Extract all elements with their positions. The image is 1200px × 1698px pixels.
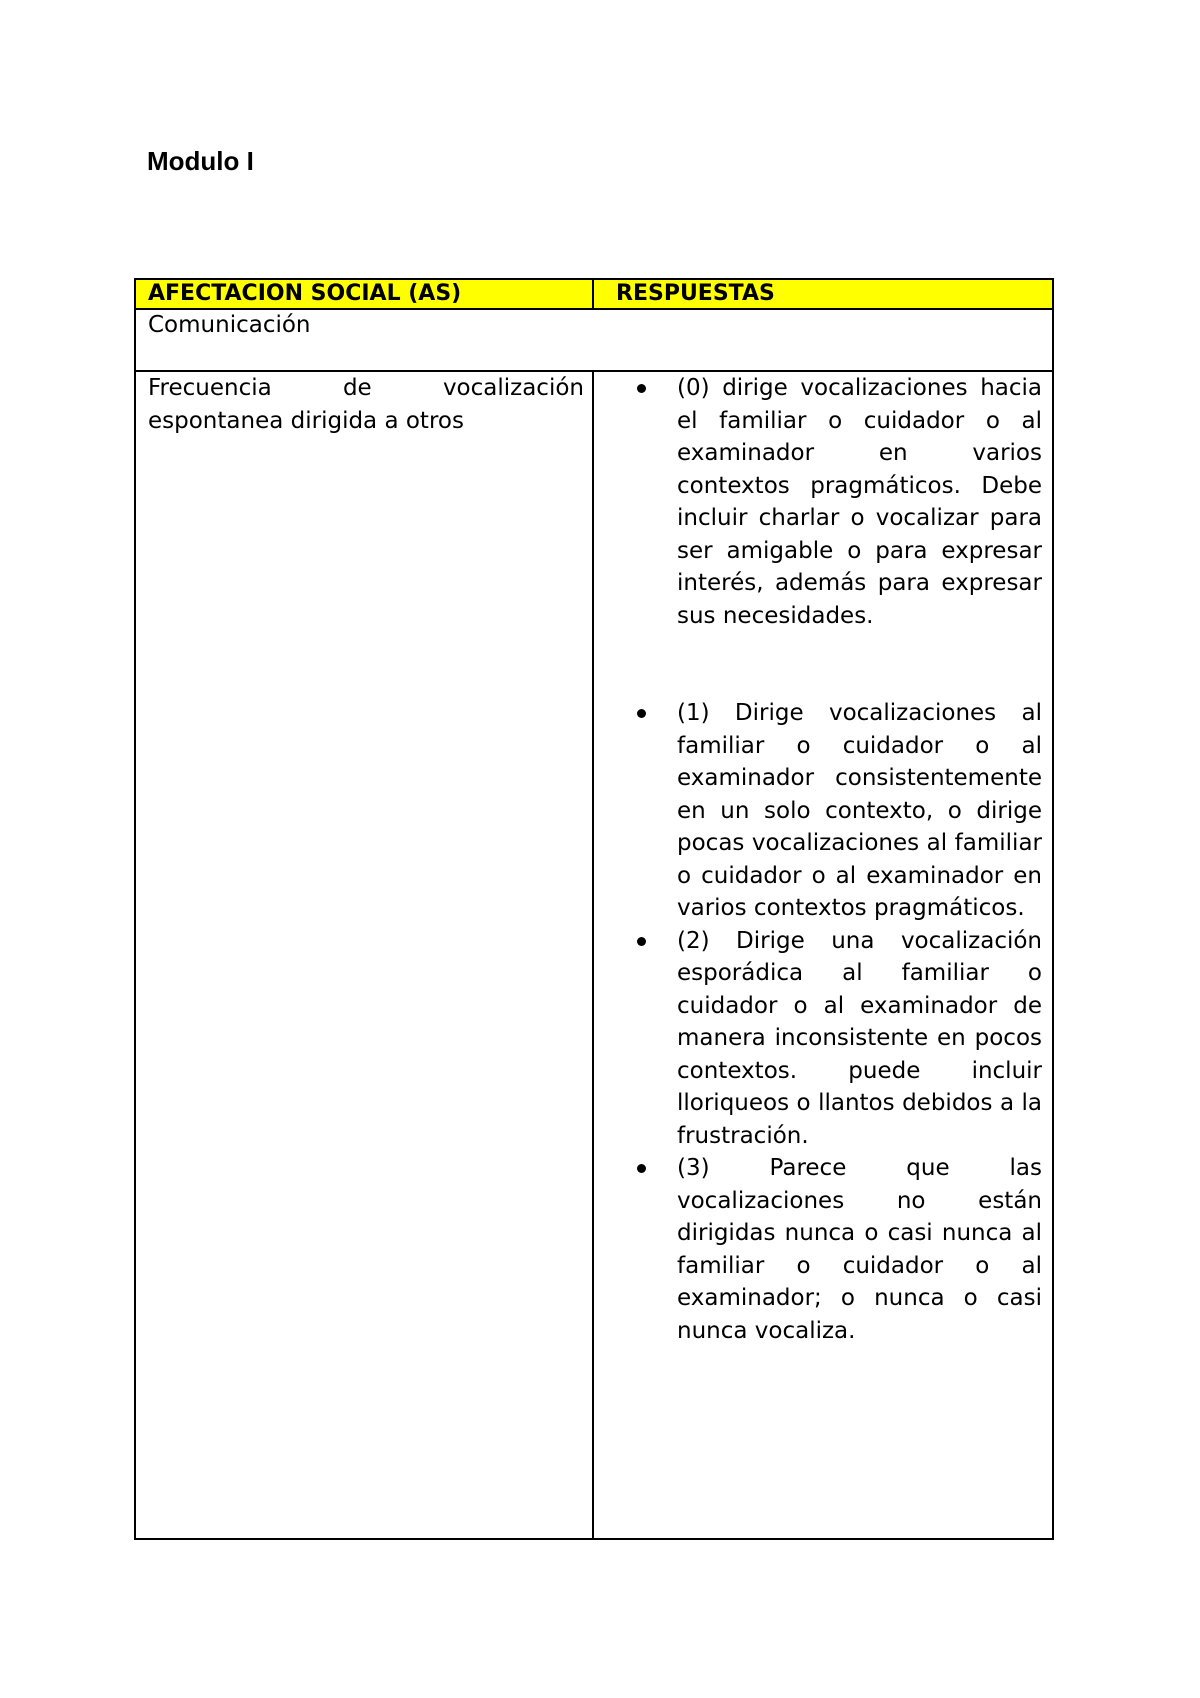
answer-item-3: (3) Parece que las vocalizaciones no están dirigidas nunca o casi nunca al familiar o cuidador o al examinador; o nunca o casi nunca vocaliza.: [677, 1152, 1042, 1347]
section-label: Comunicación: [135, 309, 1053, 371]
assessment-table: [134, 278, 1054, 1540]
responses-cell: [593, 371, 1053, 1539]
answer-item-0: (0) dirige vocalizaciones hacia el familiar o cuidador o al examinador en varios contextos pragmáticos. Debe incluir charlar o vocalizar para ser amigable o para expresar interés, además para expresar sus necesidades.: [677, 372, 1042, 632]
table-header-row: [135, 279, 1053, 309]
answer-list: [594, 372, 1052, 1347]
document-title: Modulo I: [147, 146, 254, 176]
answer-item-2: (2) Dirige una vocalización esporádica al familiar o cuidador o al examinador de manera inconsistente en pocos contextos. puede incluir lloriqueos o llantos debidos a la frustración.: [677, 925, 1042, 1153]
header-social-affectation: AFECTACION SOCIAL (AS): [135, 279, 593, 309]
section-row: [135, 309, 1053, 371]
criterion-cell: Frecuencia de vocalización espontanea dirigida a otros: [135, 371, 593, 1539]
header-responses: RESPUESTAS: [593, 279, 1053, 309]
answer-item-1: (1) Dirige vocalizaciones al familiar o cuidador o al examinador consistentemente en un solo contexto, o dirige pocas vocalizaciones al familiar o cuidador o al examinador en varios contextos pragmáticos.: [677, 697, 1042, 925]
criterion-row: [135, 371, 1053, 1539]
